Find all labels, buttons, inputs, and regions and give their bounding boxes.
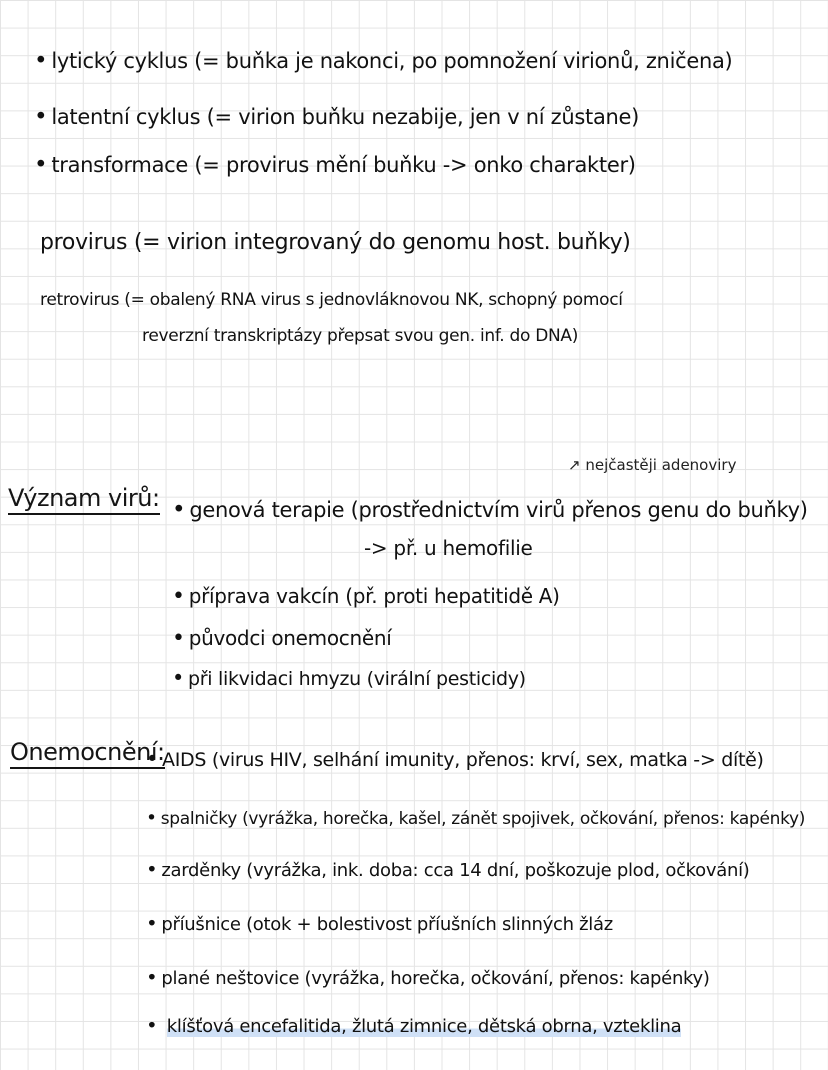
vyznam-item-hmyz: • při likvidaci hmyzu (virální pesticidy) <box>172 666 526 690</box>
cycle-lytic: • lytický cyklus (= buňka je nakonci, po pomnožení virionů, zničena) <box>34 48 732 74</box>
note-adenoviry <box>568 456 736 474</box>
cycle-transformation: • transformace (= provirus mění buňku -> onko charakter) <box>34 152 636 178</box>
disease-plane-nestovice: • plané neštovice (vyrážka, horečka, očkování, přenos: kapénky) <box>146 966 710 989</box>
disease-aids: • AIDS (virus HIV, selhání imunity, přenos: krví, sex, matka -> dítě) <box>146 747 764 771</box>
vyznam-item-gene-therapy: • genová terapie (prostřednictvím virů přenos genu do buňky) <box>172 497 808 523</box>
vyznam-item-puvodci: • původci onemocnění <box>172 626 391 651</box>
disease-priusnice: • příušnice (otok + bolestivost příušních slinných žláz <box>146 912 613 935</box>
definition-retrovirus-line2: reverzní transkriptázy přepsat svou gen. inf. do DNA) <box>142 326 579 346</box>
vyznam-item-hemofilie: -> př. u hemofilie <box>364 536 533 560</box>
disease-spalnicky: • spalničky (vyrážka, horečka, kašel, zánět spojivek, očkování, přenos: kapénky) <box>146 808 805 829</box>
definition-provirus: provirus (= virion integrovaný do genomu host. buňky) <box>40 230 631 255</box>
vyznam-item-vakciny: • příprava vakcín (př. proti hepatitidě A) <box>172 584 560 609</box>
heading-onemocneni: Onemocnění: <box>10 738 165 769</box>
disease-other-text: klíšťová encefalitida, žlutá zimnice, dětská obrna, vzteklina <box>166 1016 682 1037</box>
disease-other <box>146 1014 681 1037</box>
note-arrow-icon: ↗ <box>568 456 581 474</box>
definition-retrovirus-line1: retrovirus (= obalený RNA virus s jednovláknovou NK, schopný pomocí <box>40 290 623 310</box>
heading-vyznam-viru: Význam virů: <box>8 484 160 515</box>
disease-zardenky: • zarděnky (vyrážka, ink. doba: cca 14 dní, poškozuje plod, očkování) <box>146 858 750 881</box>
note-adenoviry-text: nejčastěji adenoviry <box>585 456 737 474</box>
cycle-latent: • latentní cyklus (= virion buňku nezabije, jen v ní zůstane) <box>34 104 639 130</box>
